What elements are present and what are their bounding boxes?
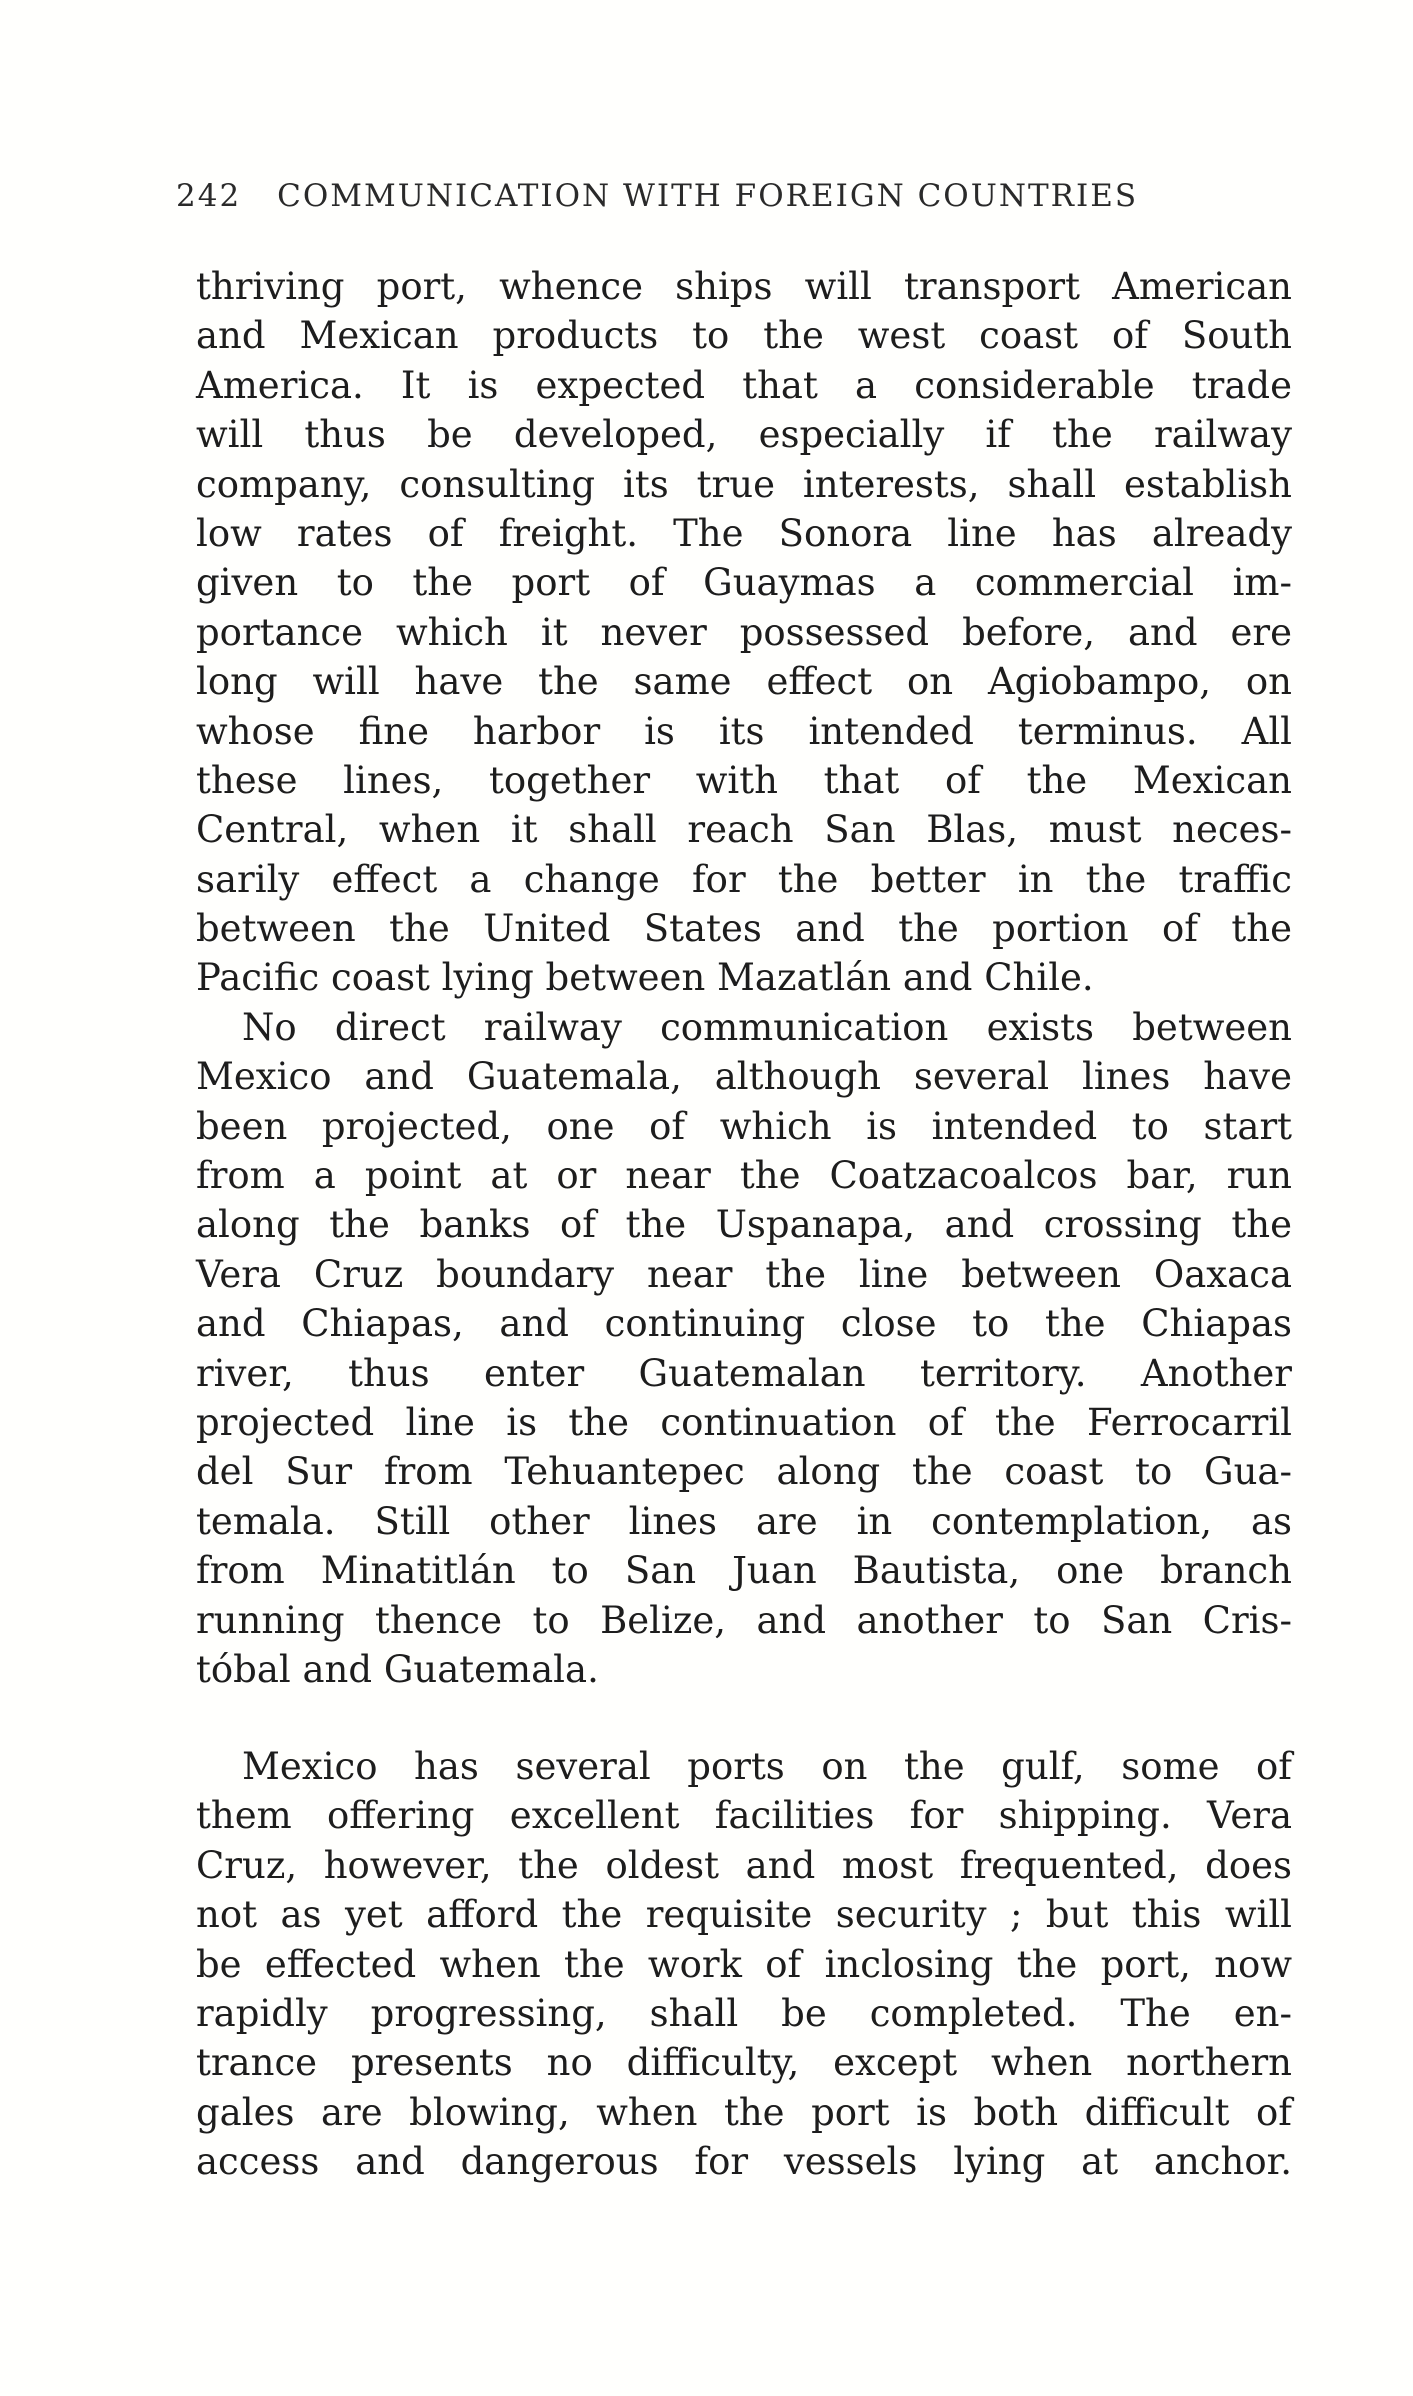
text-line: and Mexican products to the west coast of South	[196, 314, 1292, 358]
text-block-upper	[196, 262, 1292, 1694]
text-line: running thence to Belize, and another to San Cris-	[196, 1598, 1292, 1642]
text-line: tóbal and Guatemala.	[196, 1647, 599, 1691]
text-line: be effected when the work of inclosing the port, now	[196, 1942, 1292, 1986]
text-line: low rates of freight. The Sonora line has already	[196, 511, 1292, 555]
page-number: 242	[176, 178, 242, 214]
text-line: long will have the same effect on Agiobampo, on	[196, 660, 1292, 704]
text-line: del Sur from Tehuantepec along the coast to Gua-	[196, 1450, 1292, 1494]
text-line: temala. Still other lines are in contemplation, as	[196, 1499, 1292, 1543]
paragraph-3	[196, 1742, 1292, 2187]
text-line: No direct railway communication exists between	[242, 1005, 1292, 1049]
text-line: not as yet afford the requisite security ; but this will	[196, 1893, 1292, 1937]
text-line: thriving port, whence ships will transport American	[196, 265, 1292, 308]
text-line: these lines, together with that of the Mexican	[196, 758, 1292, 802]
text-line: been projected, one of which is intended to start	[196, 1104, 1292, 1148]
text-line: company, consulting its true interests, shall establish	[196, 462, 1292, 506]
text-line: Central, when it shall reach San Blas, must neces-	[196, 808, 1292, 852]
text-line: access and dangerous for vessels lying at anchor.	[196, 2140, 1292, 2184]
running-title: COMMUNICATION WITH FOREIGN COUNTRIES	[277, 178, 1139, 214]
text-line: from a point at or near the Coatzacoalcos bar, run	[196, 1154, 1292, 1198]
text-line: projected line is the continuation of the Ferrocarril	[196, 1400, 1292, 1444]
text-line: given to the port of Guaymas a commercial im-	[196, 561, 1292, 605]
text-line: river, thus enter Guatemalan territory. Another	[196, 1351, 1292, 1395]
text-line: Pacific coast lying between Mazatlán and Chile.	[196, 956, 1094, 1000]
text-line: will thus be developed, especially if the railway	[196, 413, 1292, 457]
text-line: from Minatitlán to San Juan Bautista, one branch	[196, 1549, 1292, 1593]
paragraph-1	[196, 262, 1292, 1003]
text-line: Mexico has several ports on the gulf, some of	[242, 1745, 1292, 1788]
text-line: along the banks of the Uspanapa, and crossing the	[196, 1203, 1292, 1247]
text-line: America. It is expected that a considerable trade	[196, 363, 1292, 407]
text-line: Vera Cruz boundary near the line between Oaxaca	[196, 1252, 1292, 1296]
text-line: portance which it never possessed before, and ere	[196, 610, 1292, 654]
running-head	[176, 178, 1176, 214]
text-line: whose fine harbor is its intended terminus. All	[196, 709, 1292, 753]
text-line: Mexico and Guatemala, although several lines have	[196, 1055, 1292, 1099]
text-line: them offering excellent facilities for shipping. Vera	[196, 1794, 1292, 1838]
paragraph-2	[196, 1003, 1292, 1694]
text-line: between the United States and the portion of the	[196, 907, 1292, 951]
text-line: and Chiapas, and continuing close to the Chiapas	[196, 1302, 1292, 1346]
text-line: Cruz, however, the oldest and most frequented, does	[196, 1843, 1292, 1887]
text-line: gales are blowing, when the port is both difficult of	[196, 2090, 1292, 2134]
text-line: trance presents no difficulty, except when northern	[196, 2041, 1292, 2085]
text-line: sarily effect a change for the better in the traffic	[196, 857, 1292, 901]
text-block-lower	[196, 1742, 1292, 2187]
text-line: rapidly progressing, shall be completed. The en-	[196, 1991, 1292, 2035]
